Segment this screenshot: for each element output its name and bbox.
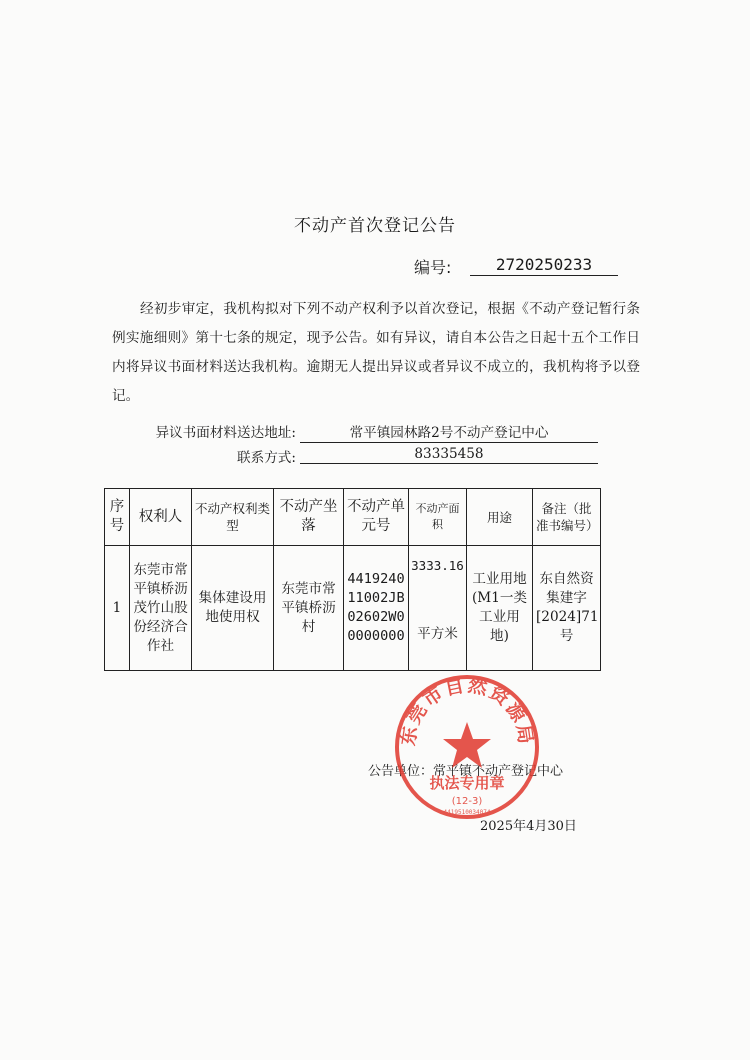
cell-unit-no: 441924011002JB02602W00000000	[344, 546, 409, 671]
issuer: 公告单位：常平镇不动产登记中心	[368, 764, 564, 779]
objection-address-label: 异议书面材料送达地址:	[155, 425, 296, 441]
cell-right-type: 集体建设用地使用权	[192, 546, 274, 671]
cell-area-value: 3333.16	[411, 558, 464, 573]
header-usage: 用途	[467, 489, 533, 546]
header-remark: 备注（批准书编号）	[533, 489, 601, 546]
issue-date: 2025年4月30日	[480, 819, 577, 834]
contact-label: 联系方式:	[237, 450, 296, 466]
header-location: 不动产坐落	[274, 489, 344, 546]
registration-table	[104, 488, 601, 671]
cell-area-unit: 平方米	[417, 626, 458, 642]
objection-address-value: 常平镇园林路2号不动产登记中心	[300, 421, 598, 443]
doc-number-label: 编号:	[414, 258, 452, 277]
header-area: 不动产面积	[409, 489, 467, 546]
table-header-row	[105, 489, 601, 546]
cell-seq: 1	[105, 546, 130, 671]
cell-remark: 东自然资集建字[2024]71号	[533, 546, 601, 671]
header-holder: 权利人	[130, 489, 192, 546]
contact-value: 83335458	[300, 446, 598, 464]
cell-area	[409, 546, 467, 671]
official-seal	[392, 672, 542, 822]
header-seq: 序号	[105, 489, 130, 546]
header-unit-no: 不动产单元号	[344, 489, 409, 546]
cell-location: 东莞市常平镇桥沥村	[274, 546, 344, 671]
cell-holder: 东莞市常平镇桥沥茂竹山股份经济合作社	[130, 546, 192, 671]
seal-star-icon	[443, 722, 491, 768]
doc-number-value: 2720250233	[470, 255, 618, 276]
page-title: 不动产首次登记公告	[294, 216, 456, 236]
table-row	[105, 546, 601, 671]
seal-arc-path: 东莞市自然资源局	[397, 674, 537, 748]
seal-code: (12-3)	[451, 796, 483, 807]
seal-serial: 4419510034074	[443, 809, 491, 816]
cell-usage: 工业用地(M1一类工业用地)	[467, 546, 533, 671]
notice-body: 经初步审定，我机构拟对下列不动产权利予以首次登记，根据《不动产登记暂行条例实施细则》第十七条的规定，现予公告。如有异议，请自本公告之日起十五个工作日内将异议书面材料送达我机构。逾期无人提出异议或者异议不成立的，我机构将予以登记。	[112, 301, 640, 404]
seal-sub-text: 执法专用章	[429, 774, 505, 792]
header-right-type: 不动产权利类型	[192, 489, 274, 546]
